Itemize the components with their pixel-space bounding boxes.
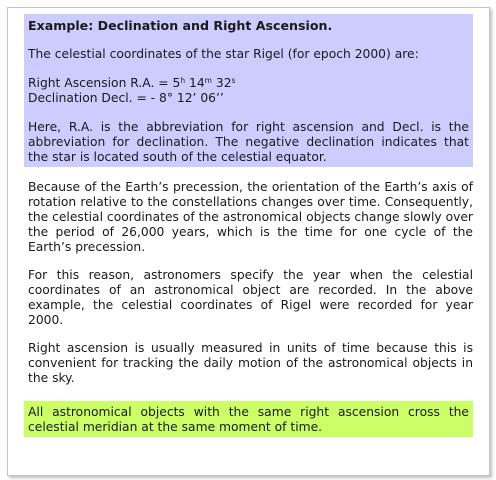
coordinates-block <box>28 76 469 106</box>
ra-line <box>28 76 235 90</box>
decl-line: Declination Decl. = - 8° 12’ 06’’ <box>28 91 224 105</box>
example-explanation: Here, R.A. is the abbreviation for right ascension and Decl. is the abbreviation for declination. The negative declination indicates that the star is located south of the celestial equator. <box>28 120 469 164</box>
example-heading: Example: Declination and Right Ascension. <box>28 18 333 33</box>
ra-seconds-unit: s <box>231 76 236 85</box>
ra-seconds: 32 <box>211 76 232 90</box>
ra-label: Right Ascension R.A. = 5 <box>28 76 181 90</box>
ra-minutes-unit: m <box>204 76 212 85</box>
highlight-box <box>24 401 473 437</box>
paragraph-time-units: Right ascension is usually measured in units of time because this is convenient for tracking the daily motion of the astronomical objects in the sky. <box>28 341 473 385</box>
paragraph-precession: Because of the Earth’s precession, the orientation of the Earth’s axis of rotation relative to the constellations changes over time. Consequently, the celestial coordinates of the astronomical objects change slowly over the period of 26,000 years, which is the time for one cycle of the Earth’s precession. <box>28 180 473 254</box>
example-box <box>24 14 473 167</box>
document-frame <box>7 7 490 476</box>
paragraph-epoch: For this reason, astronomers specify the year when the celestial coordinates of an astronomical object are recorded. In the above example, the celestial coordinates of Rigel were recorded for year 2000. <box>28 268 473 327</box>
highlight-text: All astronomical objects with the same right ascension cross the celestial meridian at the same moment of time. <box>28 405 469 434</box>
ra-hours-unit: h <box>180 76 186 85</box>
document-content <box>28 14 473 437</box>
example-intro: The celestial coordinates of the star Rigel (for epoch 2000) are: <box>28 47 419 61</box>
ra-minutes: 14 <box>185 76 205 90</box>
